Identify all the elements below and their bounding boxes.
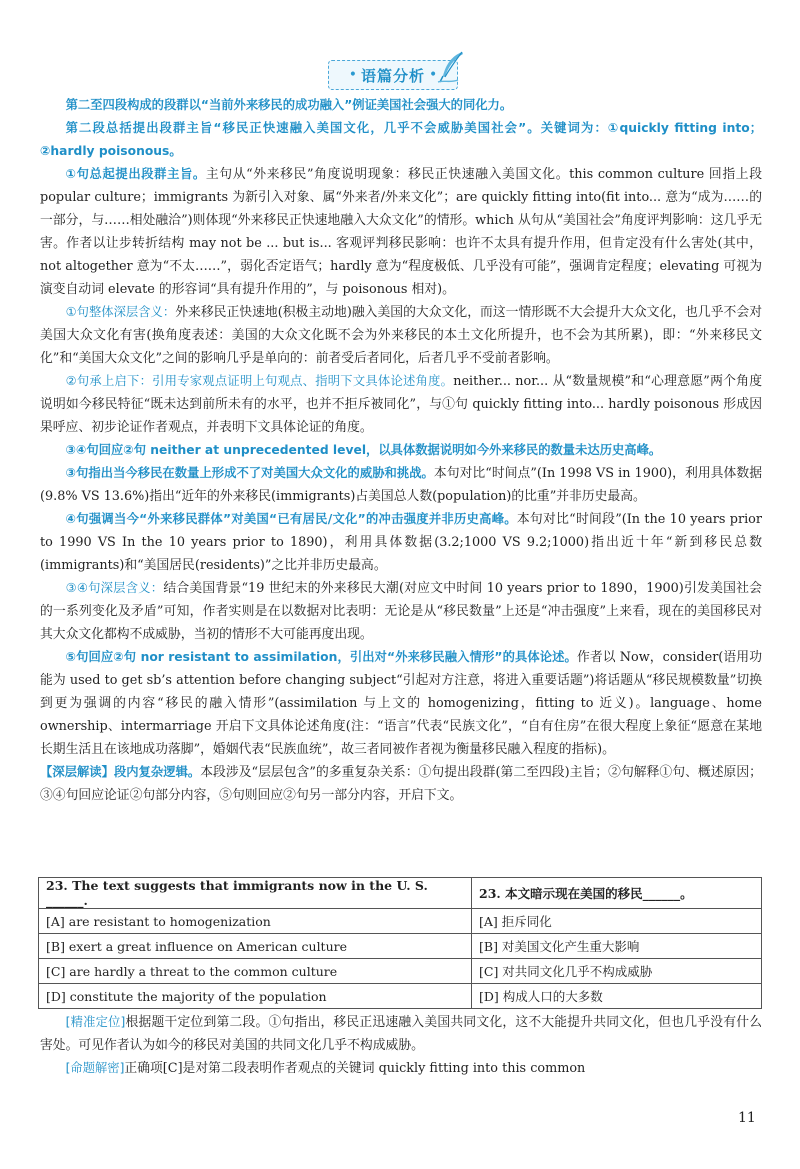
option-row	[39, 934, 762, 959]
quill-pen-icon	[436, 50, 466, 84]
sentence-1-deep-meaning: ①句整体深层含义：外来移民正快速地(积极主动地)融入美国的大众文化，而这一情形既不大会提升大众文化，也几乎不会对美国大众文化有害(换角度表述：美国的大众文化既不会为外来移民的本土文化所提升，也不会为其所累)，即：“外来移民文化”和“美国大众文化”之间的影响几乎是单向的：前者受后者同化，后者几乎不受前者影响。	[40, 305, 762, 366]
option-a-zh: [A] 拒斥同化	[472, 909, 762, 934]
option-d-en: [D] constitute the majority of the population	[39, 984, 472, 1009]
section-title: 语篇分析	[360, 66, 425, 85]
option-c-en: [C] are hardly a threat to the common culture	[39, 959, 472, 984]
option-row	[39, 959, 762, 984]
sentences-3-4-deep-meaning: ③④句深层含义：结合美国背景“19 世纪末的外来移民大潮(对应文中时间 10 years prior to 1890，1900)引发美国社会的一系列变化及矛盾”可知，作者实则是在以数据对比表明：无论是从“移民数量”上还是“冲击强度”上来看，现在的美国移民对其大众文化都构不成威胁，当初的情形不大可能再度出现。	[40, 581, 762, 642]
question-stem-zh: 23. 本文暗示现在美国的移民______。	[472, 878, 762, 909]
paragraph-group-summary: 第二至四段构成的段群以“当前外来移民的成功融入”例证美国社会强大的同化力。	[65, 98, 513, 112]
option-b-en: [B] exert a great influence on American culture	[39, 934, 472, 959]
option-a-en: [A] are resistant to homogenization	[39, 909, 472, 934]
bullet-dot-icon: •	[348, 67, 357, 83]
option-d-zh: [D] 构成人口的大多数	[472, 984, 762, 1009]
sentences-3-4-summary: ③④句回应②句 neither at unprecedented level，以具体数据说明如今外来移民的数量未达历史高峰。	[65, 443, 662, 457]
deep-interpretation: 【深层解读】段内复杂逻辑。本段涉及“层层包含”的多重复杂关系：①句提出段群(第二至四段)主旨；②句解释①句、概述原因；③④句回应论证②句部分内容，⑤句则回应②句另一部分内容，开启下文。	[40, 765, 762, 803]
sentence-5-analysis: ⑤句回应②句 nor resistant to assimilation，引出对“外来移民融入情形”的具体论述。作者以 Now，consider(语用功能为 used to get sb’s attention before changing subject“引起对方注意，将进入重要话题”)将话题从“移民规模数量”切换到更为强调的内容“移民的融入情形”(assimilation 与上文的 homogenizing，fitting to 近义)。language、home ownership、intermarriage 开启下文具体论述角度(注：“语言”代表“民族文化”，“自有住房”在很大程度上象征“愿意在某地长期生活且在该地成功落脚”，婚姻代表“民族血统”，故三者同被作者视为衡量移民融入程度的指标)。	[40, 650, 762, 757]
option-row	[39, 984, 762, 1009]
paragraph-two-summary: 第二段总括提出段群主旨“移民正快速融入美国文化，几乎不会威胁美国社会”。关键词为：①quickly fitting into；②hardly poisonous。	[40, 121, 762, 158]
question-table	[38, 877, 762, 1009]
question-stem-en: 23. The text suggests that immigrants now in the U. S. ______.	[39, 878, 472, 909]
sentence-3-analysis: ③句指出当今移民在数量上形成不了对美国大众文化的威胁和挑战。本句对比“时间点”(In 1998 VS in 1900)，利用具体数据(9.8% VS 13.6%)指出“近年的外来移民(immigrants)占美国总人数(population)的比重”并非历史最高。	[40, 466, 762, 504]
precise-location: [精准定位]根据题干定位到第二段。①句指出，移民正迅速融入美国共同文化，这不大能提升共同文化，但也几乎没有什么害处。可见作者认为如今的移民对美国的共同文化几乎不构成威胁。	[40, 1015, 762, 1053]
sentence-1-analysis: ①句总起提出段群主旨。主句从“外来移民”角度说明现象：移民正快速融入美国文化。this common culture 回指上段 popular culture；immigrants 为新引入对象、属“外来者/外来文化”；are quickly fitting into(fit into... 意为“成为……的一部分，与……相处融洽”)则体现“外来移民正快速地融入大众文化”的情形。which 从句从“美国社会”角度评判影响：这几乎无害。作者以让步转折结构 may not be ... but is... 客观评判移民影响：也许不太具有提升作用，但肯定没有什么害处(其中，not altogether 意为“不太……”，弱化否定语气；hardly 意为“程度极低、几乎没有可能”，强调肯定程度；elevating 可视为演变自动词 elevate 的形容词“具有提升作用的”，与 poisonous 相对)。	[40, 167, 762, 297]
page-number: 11	[738, 1110, 756, 1126]
option-row	[39, 909, 762, 934]
option-b-zh: [B] 对美国文化产生重大影响	[472, 934, 762, 959]
question-decode: [命题解密]正确项[C]是对第二段表明作者观点的关键词 quickly fitting into this common	[65, 1061, 586, 1076]
option-c-zh: [C] 对共同文化几乎不构成威胁	[472, 959, 762, 984]
sentence-2-analysis: ②句承上启下：引用专家观点证明上句观点、指明下文具体论述角度。neither... nor... 从“数量规模”和“心理意愿”两个角度说明如今移民特征“既未达到前所未有的水平，也并不拒斥被同化”，与①句 quickly fitting into... hardly poisonous 形成因果呼应、初步论证作者观点，并表明下文具体论证的角度。	[40, 374, 763, 435]
bullet-dot-icon: •	[429, 67, 438, 83]
question-stem-row	[39, 878, 762, 909]
analysis-body	[40, 94, 762, 807]
answer-analysis	[40, 1011, 762, 1080]
sentence-4-analysis: ④句强调当今“外来移民群体”对美国“已有居民/文化”的冲击强度并非历史高峰。本句对比“时间段”(In the 10 years prior to 1990 VS In the 10 years prior to 1890)，利用具体数据(3.2;1000 VS 9.2;1000)指出近十年“新到移民总数(immigrants)和“美国居民(residents)”之比并非历史最高。	[40, 512, 762, 573]
